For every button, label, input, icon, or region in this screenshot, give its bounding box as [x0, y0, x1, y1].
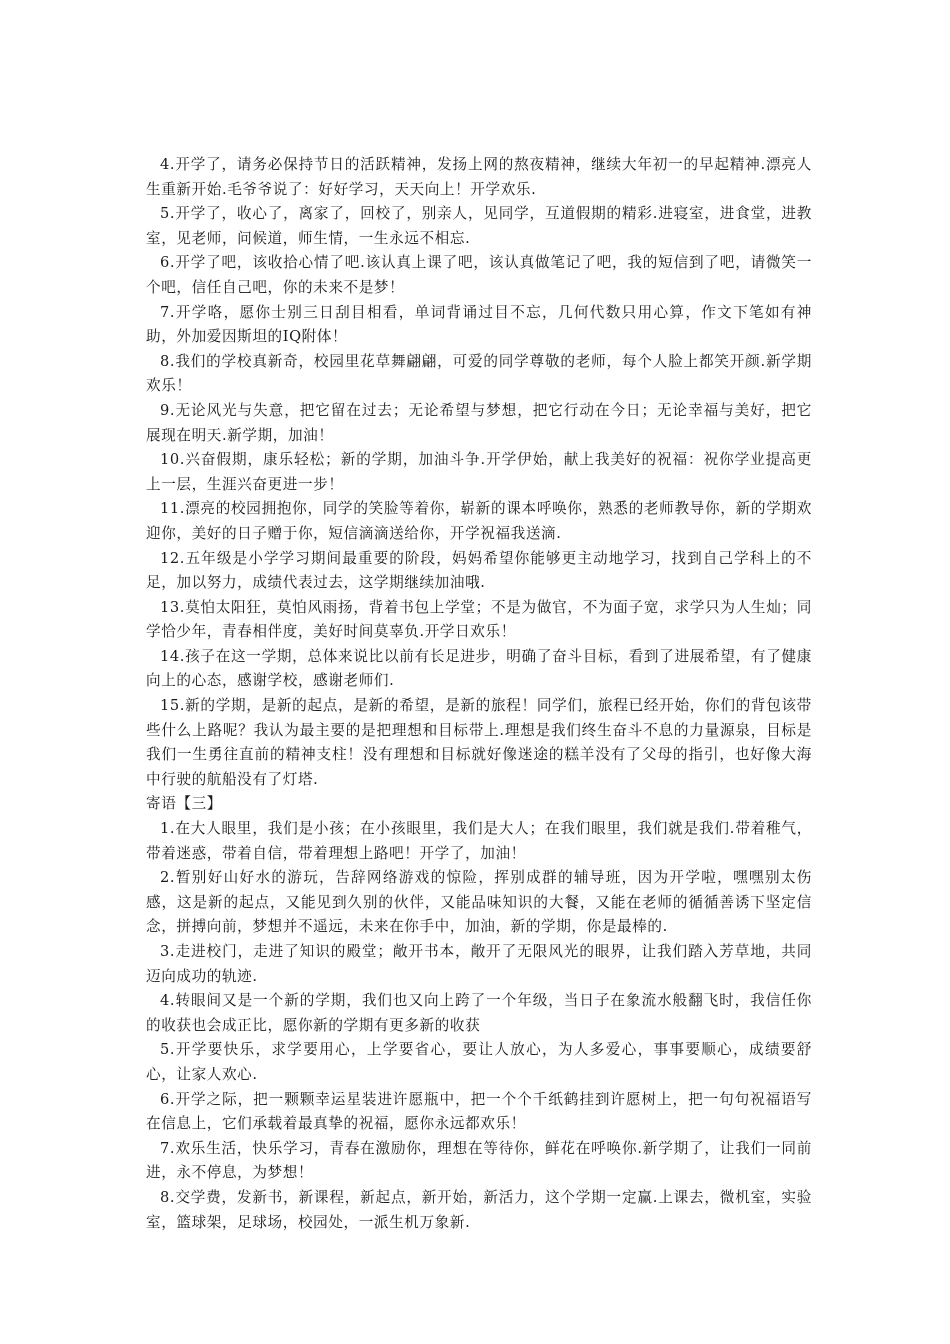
- paragraph-item-3: 3.走进校门，走进了知识的殿堂；敞开书本，敞开了无限风光的眼界，让我们踏入芳草地，共同迈向成功的轨迹.: [146, 943, 812, 985]
- paragraph-item-4b: 4.转眼间又是一个新的学期，我们也又向上跨了一个年级，当日子在象流水般翻飞时，我信任你的收获也会成正比，愿你新的学期有更多新的收获: [146, 992, 812, 1034]
- paragraph-item-2: 2.暂别好山好水的游玩，告辞网络游戏的惊险，挥别成群的辅导班，因为开学啦，嘿嘿别太伤感，这是新的起点，又能见到久别的伙伴，又能品味知识的大餐，又能在老师的循循善诱下坚定信念，拼搏向前，梦想并不遥远，未来在你手中，加油，新的学期，你是最棒的.: [146, 869, 812, 936]
- paragraph-item-15: 15.新的学期，是新的起点，是新的希望，是新的旅程！同学们，旅程已经开始，你们的背包该带些什么上路呢？我认为最主要的是把理想和目标带上.理想是我们终生奋斗不息的力量源泉，目标是我们一生勇往直前的精神支柱！没有理想和目标就好像迷途的糕羊没有了父母的指引，也好像大海中行驶的航船没有了灯塔.: [146, 697, 812, 788]
- paragraph-item-1: 1.在大人眼里，我们是小孩；在小孩眼里，我们是大人；在我们眼里，我们就是我们.带着稚气，带着迷惑，带着自信，带着理想上路吧！开学了，加油！: [146, 820, 812, 862]
- paragraph-item-6: 6.开学了吧，该收拾心情了吧.该认真上课了吧，该认真做笔记了吧，我的短信到了吧，请微笑一个吧，信任自己吧，你的未来不是梦！: [146, 254, 812, 296]
- paragraph-item-8: 8.我们的学校真新奇，校园里花草舞翩翩，可爱的同学尊敬的老师，每个人脸上都笑开颜.新学期欢乐！: [146, 352, 812, 395]
- paragraph-item-8b: 8.交学费，发新书，新课程，新起点，新开始，新活力，这个学期一定赢.上课去，微机室，实验室，篮球架，足球场，校园处，一派生机万象新.: [146, 1188, 812, 1231]
- section-heading: 寄语【三】: [146, 795, 222, 813]
- paragraph-item-11: 11.漂亮的校园拥抱你，同学的笑脸等着你，崭新的课本呼唤你，熟悉的老师教导你，新的学期欢迎你，美好的日子赠于你，短信滴滴送给你，开学祝福我送滴.: [146, 500, 812, 542]
- paragraph-item-13: 13.莫怕太阳狂，莫怕风雨扬，背着书包上学堂；不是为做官，不为面子宽，求学只为人生灿；同学恰少年，青春相伴度，美好时间莫辜负.开学日欢乐！: [146, 598, 812, 641]
- document-body: [146, 153, 812, 1235]
- paragraph-item-14: 14.孩子在这一学期，总体来说比以前有长足进步，明确了奋斗目标，看到了进展希望，有了健康向上的心态，感谢学校，感谢老师们.: [146, 647, 812, 690]
- paragraph-item-7b: 7.欢乐生活，快乐学习，青春在激励你，理想在等待你，鲜花在呼唤你.新学期了，让我们一同前进，永不停息，为梦想！: [146, 1139, 812, 1182]
- paragraph-item-10: 10.兴奋假期，康乐轻松；新的学期，加油斗争.开学伊始，献上我美好的祝福：祝你学业提高更上一层，生涯兴奋更进一步！: [146, 451, 812, 493]
- paragraph-item-5: 5.开学了，收心了，离家了，回校了，别亲人，见同学，互道假期的精彩.进寝室，进食堂，进教室，见老师，问候道，师生情，一生永远不相忘.: [146, 205, 812, 247]
- paragraph-item-9: 9.无论风光与失意，把它留在过去；无论希望与梦想，把它行动在今日；无论幸福与美好，把它展现在明天.新学期，加油！: [146, 401, 812, 444]
- paragraph-item-7: 7.开学咯，愿你士别三日刮目相看，单词背诵过目不忘，几何代数只用心算，作文下笔如有神助，外加爱因斯坦的IQ附体！: [146, 303, 812, 346]
- paragraph-item-4: 4.开学了，请务必保持节日的活跃精神，发扬上网的熬夜精神，继续大年初一的早起精神.漂亮人生重新开始.毛爷爷说了：好好学习，天天向上！开学欢乐.: [146, 156, 812, 198]
- paragraph-item-12: 12.五年级是小学学习期间最重要的阶段，妈妈希望你能够更主动地学习，找到自己学科上的不足，加以努力，成绩代表过去，这学期继续加油哦.: [146, 549, 812, 592]
- paragraph-item-5b: 5.开学要快乐，求学要用心，上学要省心，要让人放心，为人多爱心，事事要顺心，成绩要舒心，让家人欢心.: [146, 1041, 812, 1083]
- paragraph-item-6b: 6.开学之际，把一颗颗幸运星装进许愿瓶中，把一个个千纸鹤挂到许愿树上，把一句句祝福语写在信息上，它们承载着最真挚的祝福，愿你永远都欢乐！: [146, 1090, 812, 1133]
